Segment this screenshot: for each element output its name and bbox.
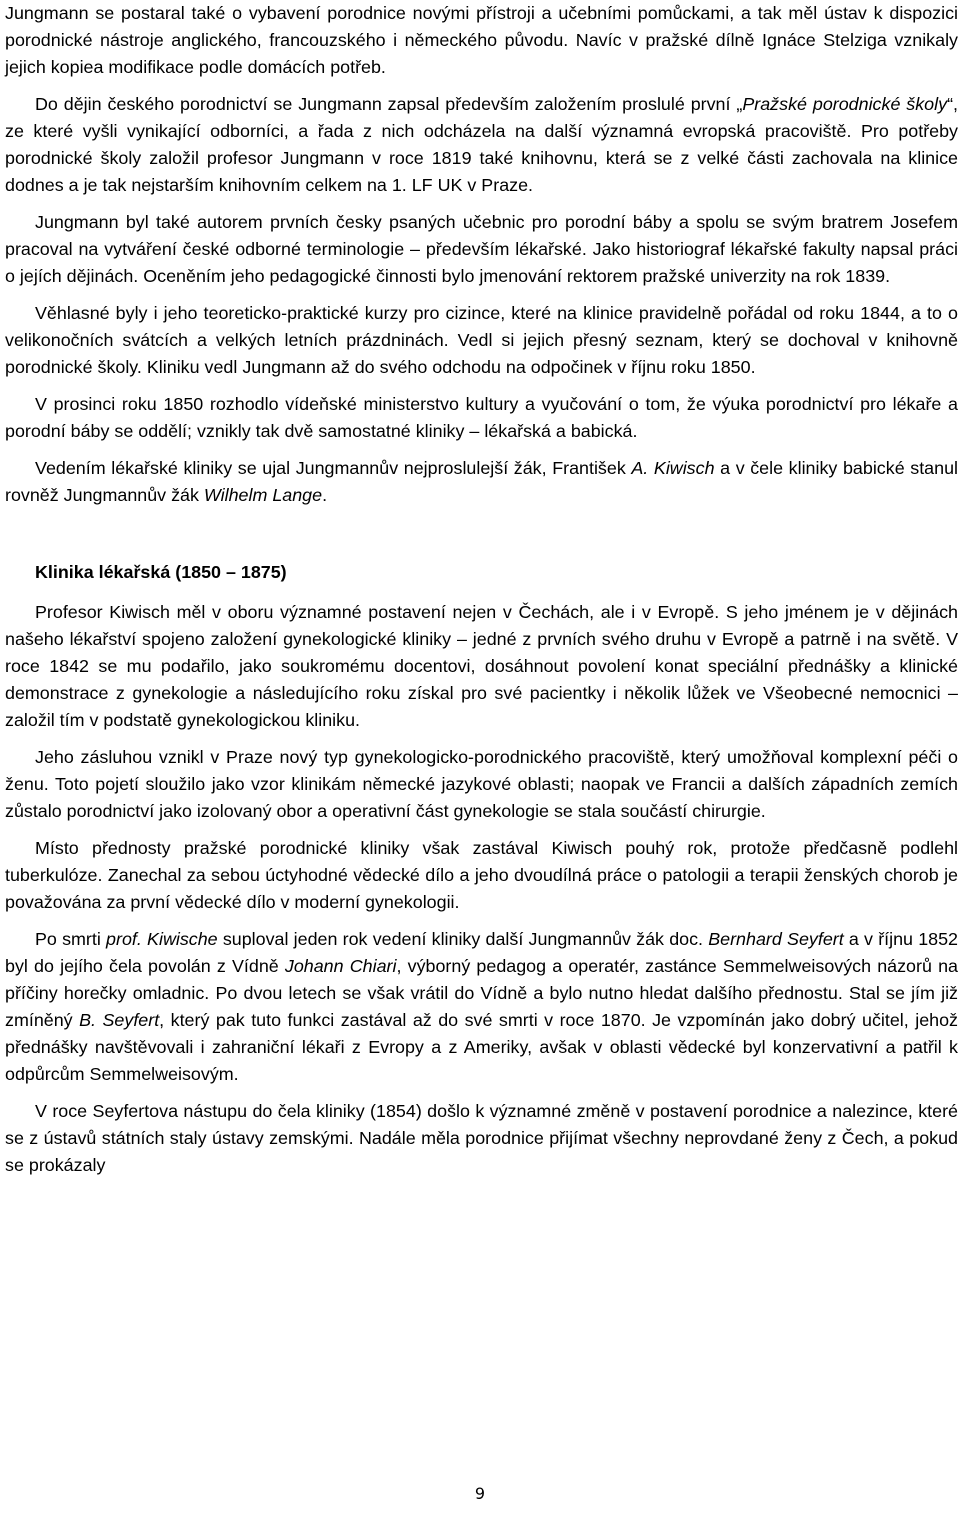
text-run: suploval jeden rok vedení kliniky další Jungmannův žák doc. (217, 929, 709, 949)
italic-run: B. Seyfert (79, 1010, 160, 1030)
paragraph-7: Profesor Kiwisch měl v oboru významné postavení nejen v Čechách, ale i v Evropě. S jeho jménem je v dějinách našeho lékařství spojeno založení gynekologické kliniky – jedné z prvních svého druhu v Evropě a patrně i na světě. V roce 1842 se mu podařilo, jako soukromému docentovi, dosáhnout povolení konat speciální přednášky a klinické demonstrace z gynekologie a následujícího roku získal pro své pacientky i několik lůžek ve Všeobecné nemocnici – založil tím v podstatě gynekologickou kliniku. (5, 602, 958, 730)
paragraph-1: Jungmann se postaral také o vybavení porodnice novými přístroji a učebními pomůckami, a tak měl ústav k dispozici porodnické nástroje anglického, francouzského i německého původu. Navíc v pražské dílně Ignáce Stelziga vznikaly jejich kopiea modifikace podle domácích potřeb. (5, 3, 958, 77)
paragraph-8: Jeho zásluhou vznikl v Praze nový typ gynekologicko-porodnického pracoviště, který umožňoval komplexní péči o ženu. Toto pojetí sloužilo jako vzor klinikám německé jazykové oblasti; naopak ve Francii a dalších západních zemích zůstalo porodnictví jako izolovaný obor a operativní část gynekologie se stala součástí chirurgie. (5, 747, 958, 821)
section-heading: Klinika lékařská (1850 – 1875) (35, 562, 287, 582)
italic-run: Johann Chiari (284, 956, 397, 976)
paragraph-3: Jungmann byl také autorem prvních česky psaných učebnic pro porodní báby a spolu se svým bratrem Josefem pracoval na vytváření české odborné terminologie – především lékařské. Jako historiograf lékařské fakulty napsal práci o jejích dějinách. Oceněním jeho pedagogické činnosti bylo jmenování rektorem pražské univerzity na rok 1839. (5, 212, 958, 286)
paragraph-2 (5, 91, 958, 199)
paragraph-5: V prosinci roku 1850 rozhodlo vídeňské ministerstvo kultury a vyučování o tom, že výuka porodnictví pro lékaře a porodní báby se oddělí; vznikly tak dvě samostatné kliniky – lékařská a babická. (5, 394, 958, 441)
text-run: Po smrti (35, 929, 107, 949)
text-run: Vedením lékařské kliniky se ujal Jungmannův nejproslulejší žák, František (35, 458, 632, 478)
text-run: , který pak tuto funkci zastával až do své smrti v roce 1870. Je vzpomínán jako dobrý učitel, jehož přednášky navštěvovali i zahraniční lékaři z Evropy a z Ameriky, avšak v oblasti vědecké byl konzervativní a patřil k odpůrcům Semmelweisovým. (5, 1010, 958, 1084)
paragraph-9: Místo přednosty pražské porodnické kliniky však zastával Kiwisch pouhý rok, protože předčasně podlehl tuberkulóze. Zanechal za sebou úctyhodné vědecké dílo a jeho dvoudílná práce o patologii a terapii ženských chorob je považována za první vědecké dílo v moderní gynekologii. (5, 838, 958, 912)
document-page (5, 0, 958, 1179)
paragraph-11: V roce Seyfertova nástupu do čela kliniky (1854) došlo k významné změně v postavení porodnice a nalezince, které se z ústavů státních staly ústavy zemskými. Nadále měla porodnice přijímat všechny neprovdané ženy z Čech, a pokud se prokázaly (5, 1101, 958, 1175)
text-run: “, ze které vyšli vynikající odborníci, a řada z nich odcházela na další významná evropská pracoviště. Pro potřeby porodnické školy založil profesor Jungmann v roce 1819 také knihovnu, která se z velké části zachovala na klinice dodnes a je tak nejstarším knihovním celkem na 1. LF UK v Praze. (5, 94, 958, 195)
page-number: 9 (474, 1484, 486, 1503)
italic-run: Wilhelm Lange (203, 485, 323, 505)
paragraph-4: Věhlasné byly i jeho teoreticko-praktické kurzy pro cizince, které na klinice pravidelně pořádal od roku 1844, a to o velikonočních svátcích a velkých letních prázdninách. Vedl si jejich přesný seznam, který se dochoval v knihovně porodnické školy. Kliniku vedl Jungmann až do svého odchodu na odpočinek v říjnu roku 1850. (5, 303, 958, 377)
text-run: a v říjnu 1852 byl do jejího čela povolán z Vídně (5, 929, 958, 976)
italic-run: prof. Kiwische (106, 929, 218, 949)
italic-run: A. Kiwisch (631, 458, 715, 478)
text-run: . (322, 485, 328, 505)
paragraph-10 (5, 926, 958, 1088)
text-run: , výborný pedagog a operatér, zastánce Semmelweisových názorů na příčiny horečky omladnic. Po dvou letech se však vrátil do Vídně a bylo nutno hledat dalšího přednostu. Stal se jím již zmíněný (5, 956, 958, 1030)
text-run: Do dějin českého porodnictví se Jungmann zapsal především založením proslulé první „ (35, 94, 743, 114)
text-run: a v čele kliniky babické stanul rovněž Jungmannův žák (5, 458, 958, 505)
italic-run: Bernhard Seyfert (708, 929, 844, 949)
paragraph-6 (5, 455, 958, 509)
italic-run: Pražské porodnické školy (742, 94, 948, 114)
